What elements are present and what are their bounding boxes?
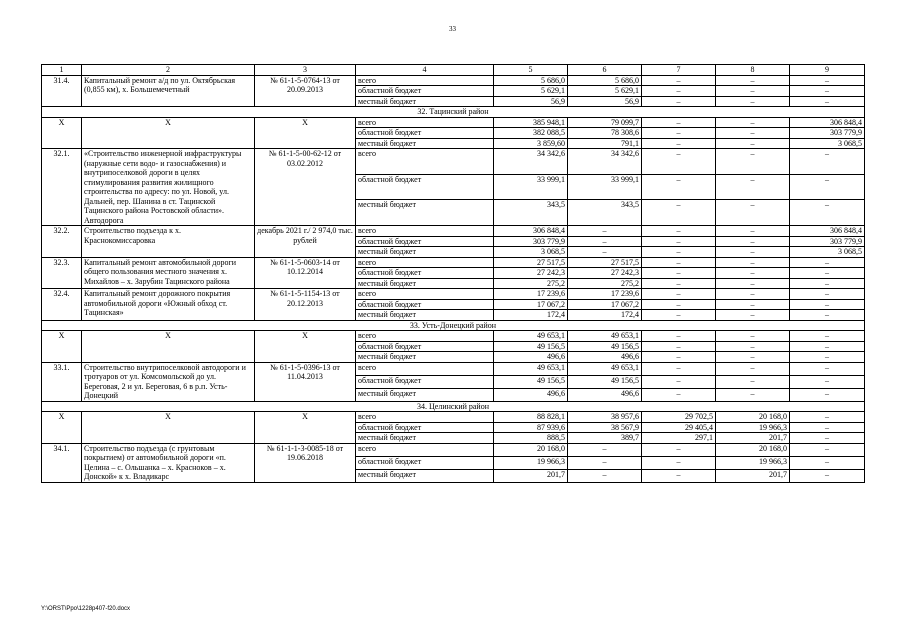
amount-cell: – (790, 200, 865, 226)
amount-cell: – (716, 149, 790, 175)
header-cell: 4 (356, 65, 494, 76)
amount-cell: – (790, 456, 865, 469)
section-title: 32. Тацинский район (42, 107, 865, 118)
amount-cell: 49 156,5 (568, 341, 642, 352)
amount-cell: 49 156,5 (494, 375, 568, 388)
header-cell: 8 (716, 65, 790, 76)
funding-source: областной бюджет (356, 86, 494, 97)
amount-cell: – (642, 310, 716, 321)
amount-cell: – (642, 352, 716, 363)
amount-cell: 172,4 (568, 310, 642, 321)
amount-cell: 172,4 (494, 310, 568, 321)
amount-cell: 27 242,3 (568, 268, 642, 279)
amount-cell: 20 168,0 (716, 412, 790, 423)
amount-cell: 5 686,0 (494, 75, 568, 86)
item-number: 32.1. (42, 149, 82, 226)
funding-source: всего (356, 443, 494, 456)
funding-source: областной бюджет (356, 341, 494, 352)
amount-cell: 17 067,2 (494, 299, 568, 310)
amount-cell: 34 342,6 (568, 149, 642, 175)
amount-cell: 297,1 (642, 433, 716, 444)
table-row (42, 257, 865, 268)
funding-source: всего (356, 362, 494, 375)
item-name: «Строительство инженерной инфраструктуры (наружные сети водо- и газоснабжения) и внутрипоселковой дороги в целях стимулирования развития жилищного строительства по адресу: по ул. Новой, ул. Дальней, пер. Шанина в ст. Тацинской Тацинского района Ростовской области». Автодорога (82, 149, 255, 226)
amount-cell: 29 702,5 (642, 412, 716, 423)
item-name: Капитальный ремонт дорожного покрытия автомобильной дороги «Южный обход ст. Тацинская» (82, 289, 255, 321)
amount-cell: – (642, 362, 716, 375)
amount-cell: 343,5 (568, 200, 642, 226)
amount-cell: – (716, 174, 790, 200)
amount-cell: – (642, 86, 716, 97)
header-cell: 6 (568, 65, 642, 76)
amount-cell: – (716, 236, 790, 247)
item-document: № 61-1-5-0764-13 от 20.09.2013 (255, 75, 356, 107)
amount-cell: – (790, 388, 865, 401)
amount-cell: – (790, 412, 865, 423)
header-cell: 7 (642, 65, 716, 76)
amount-cell: 5 629,1 (494, 86, 568, 97)
table-row (42, 75, 865, 86)
amount-cell: – (716, 247, 790, 258)
amount-cell: 19 966,3 (494, 456, 568, 469)
amount-cell: 20 168,0 (716, 443, 790, 456)
table-row (42, 443, 865, 456)
amount-cell: – (642, 388, 716, 401)
amount-cell: 343,5 (494, 200, 568, 226)
amount-cell: – (716, 388, 790, 401)
funding-source: всего (356, 117, 494, 128)
item-document: № 61-1-1-3-0085-18 от 19.06.2018 (255, 443, 356, 482)
amount-cell: – (790, 289, 865, 300)
section-title: 34. Целинский район (42, 401, 865, 412)
funding-source: всего (356, 149, 494, 175)
amount-cell: – (790, 96, 865, 107)
amount-cell: 888,5 (494, 433, 568, 444)
amount-cell: – (790, 174, 865, 200)
amount-cell: 38 567,9 (568, 422, 642, 433)
amount-cell: – (642, 128, 716, 139)
funding-source: местный бюджет (356, 469, 494, 482)
funding-source: местный бюджет (356, 310, 494, 321)
funding-source: местный бюджет (356, 96, 494, 107)
item-name: Капитальный ремонт автомобильной дороги общего пользования местного значения х. Михайлов – х. Зарубин Тацинского района (82, 257, 255, 289)
amount-cell: – (568, 443, 642, 456)
amount-cell: 306 848,4 (790, 226, 865, 237)
amount-cell: – (790, 362, 865, 375)
file-path: Y:\ORST\Ppo\1228p407-f20.docx (41, 606, 131, 612)
amount-cell: – (790, 86, 865, 97)
header-cell: 2 (82, 65, 255, 76)
amount-cell: 56,9 (494, 96, 568, 107)
section-row (42, 320, 865, 331)
funding-source: областной бюджет (356, 128, 494, 139)
funding-source: местный бюджет (356, 278, 494, 289)
amount-cell: 88 828,1 (494, 412, 568, 423)
funding-source: областной бюджет (356, 299, 494, 310)
amount-cell: 3 859,60 (494, 138, 568, 149)
amount-cell: – (716, 352, 790, 363)
funding-source: всего (356, 226, 494, 237)
header-row (42, 65, 865, 76)
amount-cell: – (716, 278, 790, 289)
amount-cell: 19 966,3 (716, 422, 790, 433)
amount-cell: 27 517,5 (494, 257, 568, 268)
amount-cell: 303 779,9 (790, 236, 865, 247)
amount-cell: – (790, 422, 865, 433)
amount-cell: – (642, 226, 716, 237)
funding-source: местный бюджет (356, 138, 494, 149)
amount-cell: 201,7 (716, 433, 790, 444)
amount-cell: – (716, 362, 790, 375)
header-cell: 1 (42, 65, 82, 76)
program-table (41, 64, 865, 483)
amount-cell: – (716, 117, 790, 128)
amount-cell: 78 308,6 (568, 128, 642, 139)
table-row (42, 149, 865, 175)
amount-cell: – (716, 257, 790, 268)
item-name: Строительство подъезда (с грунтовым покрытием) от автомобильной дороги «п. Целина – с. Ольшанка – х. Красноков – х. Донской» к х. Владикарс (82, 443, 255, 482)
amount-cell: 17 067,2 (568, 299, 642, 310)
amount-cell: 56,9 (568, 96, 642, 107)
amount-cell: 306 848,4 (494, 226, 568, 237)
amount-cell: 49 653,1 (568, 331, 642, 342)
item-name: Х (82, 412, 255, 444)
amount-cell: – (642, 236, 716, 247)
item-number: 31.4. (42, 75, 82, 107)
funding-source: областной бюджет (356, 375, 494, 388)
amount-cell: – (642, 174, 716, 200)
item-number: 34.1. (42, 443, 82, 482)
funding-source: областной бюджет (356, 456, 494, 469)
amount-cell: 382 088,5 (494, 128, 568, 139)
item-document: Х (255, 412, 356, 444)
amount-cell: – (716, 226, 790, 237)
amount-cell: – (568, 226, 642, 237)
amount-cell: – (642, 289, 716, 300)
amount-cell: – (716, 375, 790, 388)
amount-cell: – (642, 117, 716, 128)
item-document: № 61-1-5-0396-13 от 11.04.2013 (255, 362, 356, 401)
item-document: декабрь 2021 г./ 2 974,0 тыс. рублей (255, 226, 356, 258)
table-row (42, 412, 865, 423)
funding-source: местный бюджет (356, 247, 494, 258)
header-cell: 5 (494, 65, 568, 76)
amount-cell: 5 629,1 (568, 86, 642, 97)
amount-cell: 49 156,5 (494, 341, 568, 352)
funding-source: местный бюджет (356, 200, 494, 226)
amount-cell: 49 156,5 (568, 375, 642, 388)
amount-cell: – (642, 443, 716, 456)
item-number: 32.3. (42, 257, 82, 289)
amount-cell: – (790, 352, 865, 363)
amount-cell: – (642, 456, 716, 469)
item-number: 32.2. (42, 226, 82, 258)
table-row (42, 289, 865, 300)
funding-source: всего (356, 412, 494, 423)
amount-cell: – (790, 469, 865, 482)
amount-cell: 17 239,6 (494, 289, 568, 300)
amount-cell: 275,2 (568, 278, 642, 289)
amount-cell: – (790, 257, 865, 268)
amount-cell: – (716, 289, 790, 300)
amount-cell: – (790, 341, 865, 352)
item-name: Строительство внутрипоселковой автодороги и тротуаров от ул. Комсомольской до ул. Береговая, 2 и ул. Береговая, 6 в р.п. Усть-Донецкий (82, 362, 255, 401)
funding-source: всего (356, 75, 494, 86)
item-document: № 61-1-5-0603-14 от 10.12.2014 (255, 257, 356, 289)
amount-cell: 38 957,6 (568, 412, 642, 423)
amount-cell: – (642, 200, 716, 226)
header-cell: 3 (255, 65, 356, 76)
amount-cell: – (642, 75, 716, 86)
item-number: 33.1. (42, 362, 82, 401)
amount-cell: – (790, 433, 865, 444)
amount-cell: – (716, 310, 790, 321)
item-number: 32.4. (42, 289, 82, 321)
funding-source: областной бюджет (356, 236, 494, 247)
table-row (42, 331, 865, 342)
amount-cell: – (716, 96, 790, 107)
amount-cell: 496,6 (568, 352, 642, 363)
funding-source: всего (356, 289, 494, 300)
amount-cell: – (642, 278, 716, 289)
amount-cell: 33 999,1 (494, 174, 568, 200)
amount-cell: – (716, 341, 790, 352)
item-number: Х (42, 412, 82, 444)
amount-cell: 34 342,6 (494, 149, 568, 175)
amount-cell: – (790, 331, 865, 342)
amount-cell: 201,7 (716, 469, 790, 482)
amount-cell: 79 099,7 (568, 117, 642, 128)
amount-cell: 201,7 (494, 469, 568, 482)
amount-cell: – (790, 375, 865, 388)
amount-cell: – (642, 331, 716, 342)
amount-cell: 49 653,1 (494, 362, 568, 375)
amount-cell: 496,6 (494, 352, 568, 363)
amount-cell: – (790, 278, 865, 289)
funding-source: всего (356, 257, 494, 268)
header-cell: 9 (790, 65, 865, 76)
table-row (42, 226, 865, 237)
amount-cell: 49 653,1 (494, 331, 568, 342)
funding-source: всего (356, 331, 494, 342)
amount-cell: – (716, 75, 790, 86)
page-number: 33 (449, 25, 456, 33)
amount-cell: – (790, 75, 865, 86)
funding-source: местный бюджет (356, 388, 494, 401)
item-number: Х (42, 117, 82, 149)
amount-cell: 49 653,1 (568, 362, 642, 375)
section-row (42, 401, 865, 412)
amount-cell: – (716, 128, 790, 139)
item-document: Х (255, 331, 356, 363)
amount-cell: – (790, 268, 865, 279)
amount-cell: – (642, 138, 716, 149)
amount-cell: – (716, 138, 790, 149)
amount-cell: 791,1 (568, 138, 642, 149)
amount-cell: 27 517,5 (568, 257, 642, 268)
amount-cell: 20 168,0 (494, 443, 568, 456)
amount-cell: 87 939,6 (494, 422, 568, 433)
amount-cell: 496,6 (494, 388, 568, 401)
amount-cell: – (568, 469, 642, 482)
amount-cell: – (642, 247, 716, 258)
funding-source: местный бюджет (356, 352, 494, 363)
amount-cell: 306 848,4 (790, 117, 865, 128)
amount-cell: 275,2 (494, 278, 568, 289)
amount-cell: – (790, 299, 865, 310)
amount-cell: – (716, 86, 790, 97)
amount-cell: – (642, 96, 716, 107)
amount-cell: 17 239,6 (568, 289, 642, 300)
item-name: Х (82, 331, 255, 363)
funding-source: областной бюджет (356, 174, 494, 200)
funding-source: местный бюджет (356, 433, 494, 444)
item-document: Х (255, 117, 356, 149)
amount-cell: 29 405,4 (642, 422, 716, 433)
amount-cell: – (716, 299, 790, 310)
amount-cell: – (642, 341, 716, 352)
amount-cell: 27 242,3 (494, 268, 568, 279)
amount-cell: – (790, 149, 865, 175)
amount-cell: 303 779,9 (790, 128, 865, 139)
amount-cell: 19 966,3 (716, 456, 790, 469)
amount-cell: 5 686,0 (568, 75, 642, 86)
item-name: Капитальный ремонт а/д по ул. Октябрьская (0,855 км), х. Большемечетный (82, 75, 255, 107)
item-number: Х (42, 331, 82, 363)
amount-cell: 496,6 (568, 388, 642, 401)
table-row (42, 362, 865, 375)
section-row (42, 107, 865, 118)
amount-cell: – (790, 310, 865, 321)
amount-cell: – (642, 149, 716, 175)
item-name: Строительство подъезда к х. Краснокомиссаровка (82, 226, 255, 258)
amount-cell: – (642, 469, 716, 482)
section-title: 33. Усть-Донецкий район (42, 320, 865, 331)
amount-cell: – (642, 257, 716, 268)
item-name: Х (82, 117, 255, 149)
funding-source: областной бюджет (356, 268, 494, 279)
amount-cell: – (716, 200, 790, 226)
amount-cell: – (716, 331, 790, 342)
item-document: № 61-1-5-00-62-12 от 03.02.2012 (255, 149, 356, 226)
item-document: № 61-1-5-1154-13 от 20.12.2013 (255, 289, 356, 321)
funding-source: областной бюджет (356, 422, 494, 433)
amount-cell: 389,7 (568, 433, 642, 444)
amount-cell: 385 948,1 (494, 117, 568, 128)
amount-cell: – (642, 375, 716, 388)
amount-cell: 3 068,5 (790, 247, 865, 258)
amount-cell: 33 999,1 (568, 174, 642, 200)
amount-cell: – (716, 268, 790, 279)
amount-cell: 3 068,5 (494, 247, 568, 258)
amount-cell: 303 779,9 (494, 236, 568, 247)
amount-cell: – (568, 236, 642, 247)
amount-cell: – (790, 443, 865, 456)
amount-cell: – (642, 299, 716, 310)
amount-cell: 3 068,5 (790, 138, 865, 149)
amount-cell: – (568, 247, 642, 258)
amount-cell: – (568, 456, 642, 469)
table-row (42, 117, 865, 128)
amount-cell: – (642, 268, 716, 279)
